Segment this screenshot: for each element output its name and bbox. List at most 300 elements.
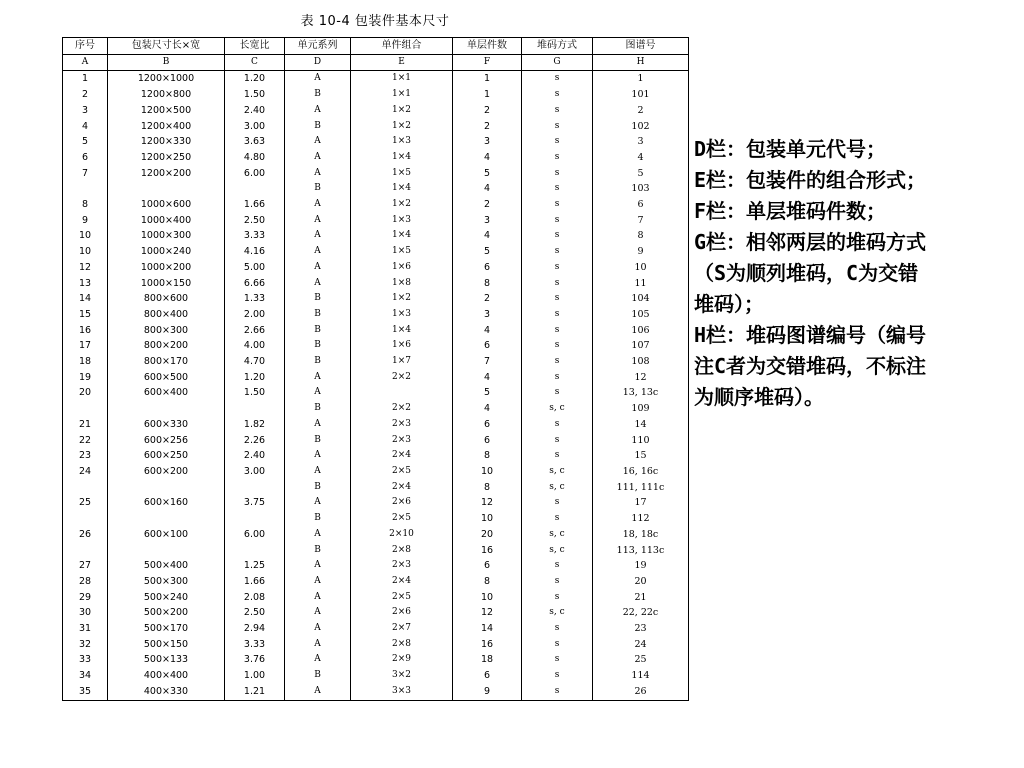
cell-seq <box>63 181 108 197</box>
cell-per-layer: 5 <box>453 244 522 260</box>
cell-seq: 12 <box>63 260 108 276</box>
cell-combination: 2×3 <box>351 433 453 449</box>
cell-per-layer: 8 <box>453 574 522 590</box>
cell-ratio: 1.20 <box>225 71 285 87</box>
cell-pattern-no: 14 <box>593 417 689 433</box>
cell-pattern-no: 18, 18c <box>593 527 689 543</box>
cell-combination: 2×7 <box>351 621 453 637</box>
cell-stacking: s <box>522 150 593 166</box>
cell-stacking: s <box>522 181 593 197</box>
note-line: H栏：堆码图谱编号（编号 <box>694 323 927 347</box>
header-combination: 单件组合 <box>351 38 453 55</box>
cell-size: 1200×250 <box>108 150 225 166</box>
cell-stacking: s <box>522 228 593 244</box>
cell-combination: 1×7 <box>351 354 453 370</box>
cell-size: 1200×500 <box>108 103 225 119</box>
cell-pattern-no: 101 <box>593 87 689 103</box>
table-row <box>63 464 689 480</box>
cell-size: 800×400 <box>108 307 225 323</box>
cell-ratio: 1.66 <box>225 574 285 590</box>
cell-stacking: s <box>522 87 593 103</box>
cell-unit-series: A <box>285 590 351 606</box>
table-row <box>63 543 689 559</box>
cell-size: 600×400 <box>108 385 225 401</box>
cell-stacking: s, c <box>522 480 593 496</box>
cell-combination: 1×4 <box>351 181 453 197</box>
cell-size: 500×133 <box>108 652 225 668</box>
table-row <box>63 338 689 354</box>
cell-unit-series: A <box>285 103 351 119</box>
cell-pattern-no: 113, 113c <box>593 543 689 559</box>
cell-size: 500×200 <box>108 605 225 621</box>
cell-unit-series: A <box>285 417 351 433</box>
cell-unit-series: A <box>285 197 351 213</box>
table-row <box>63 150 689 166</box>
table-row <box>63 417 689 433</box>
cell-size: 500×400 <box>108 558 225 574</box>
cell-size: 800×300 <box>108 323 225 339</box>
cell-unit-series: A <box>285 558 351 574</box>
cell-unit-series: A <box>285 213 351 229</box>
cell-unit-series: A <box>285 385 351 401</box>
cell-pattern-no: 114 <box>593 668 689 684</box>
cell-ratio: 3.63 <box>225 134 285 150</box>
table-row <box>63 276 689 292</box>
table-row <box>63 480 689 496</box>
table-row <box>63 527 689 543</box>
cell-combination: 2×5 <box>351 464 453 480</box>
cell-ratio: 2.40 <box>225 103 285 119</box>
cell-seq: 22 <box>63 433 108 449</box>
cell-per-layer: 3 <box>453 307 522 323</box>
cell-per-layer: 6 <box>453 338 522 354</box>
cell-per-layer: 8 <box>453 448 522 464</box>
cell-ratio: 1.50 <box>225 87 285 103</box>
cell-stacking: s <box>522 354 593 370</box>
cell-unit-series: B <box>285 87 351 103</box>
cell-stacking: s, c <box>522 543 593 559</box>
note-line: F栏：单层堆码件数； <box>694 199 887 223</box>
cell-stacking: s <box>522 307 593 323</box>
code-pattern-no: H <box>593 54 689 71</box>
table-row <box>63 103 689 119</box>
cell-pattern-no: 2 <box>593 103 689 119</box>
cell-per-layer: 2 <box>453 119 522 135</box>
cell-ratio: 3.75 <box>225 495 285 511</box>
cell-combination: 1×2 <box>351 103 453 119</box>
cell-stacking: s <box>522 103 593 119</box>
cell-stacking: s <box>522 495 593 511</box>
table-row <box>63 605 689 621</box>
cell-size: 1000×300 <box>108 228 225 244</box>
cell-per-layer: 6 <box>453 260 522 276</box>
cell-size: 1000×240 <box>108 244 225 260</box>
cell-stacking: s <box>522 684 593 700</box>
cell-unit-series: B <box>285 668 351 684</box>
cell-ratio: 3.00 <box>225 464 285 480</box>
cell-seq: 28 <box>63 574 108 590</box>
cell-combination: 2×4 <box>351 574 453 590</box>
cell-seq: 35 <box>63 684 108 700</box>
code-unit-series: D <box>285 54 351 71</box>
cell-ratio: 2.50 <box>225 213 285 229</box>
cell-pattern-no: 4 <box>593 150 689 166</box>
cell-size <box>108 181 225 197</box>
cell-ratio <box>225 181 285 197</box>
cell-size: 1200×400 <box>108 119 225 135</box>
table-row <box>63 401 689 417</box>
cell-size <box>108 543 225 559</box>
cell-size: 1200×200 <box>108 166 225 182</box>
cell-pattern-no: 102 <box>593 119 689 135</box>
cell-seq: 3 <box>63 103 108 119</box>
cell-combination: 2×8 <box>351 543 453 559</box>
cell-size: 600×160 <box>108 495 225 511</box>
cell-per-layer: 8 <box>453 480 522 496</box>
cell-combination: 1×8 <box>351 276 453 292</box>
cell-combination: 2×5 <box>351 590 453 606</box>
table-row <box>63 307 689 323</box>
cell-ratio: 1.25 <box>225 558 285 574</box>
cell-stacking: s <box>522 134 593 150</box>
cell-stacking: s <box>522 448 593 464</box>
cell-size: 1200×330 <box>108 134 225 150</box>
cell-seq: 18 <box>63 354 108 370</box>
cell-ratio: 2.66 <box>225 323 285 339</box>
cell-stacking: s <box>522 637 593 653</box>
cell-size: 1000×400 <box>108 213 225 229</box>
cell-combination <box>351 385 453 401</box>
cell-per-layer: 6 <box>453 433 522 449</box>
cell-seq: 13 <box>63 276 108 292</box>
cell-seq: 29 <box>63 590 108 606</box>
cell-size: 600×256 <box>108 433 225 449</box>
cell-combination: 2×4 <box>351 480 453 496</box>
code-combination: E <box>351 54 453 71</box>
table-row <box>63 574 689 590</box>
table-row <box>63 134 689 150</box>
cell-pattern-no: 108 <box>593 354 689 370</box>
cell-unit-series: A <box>285 527 351 543</box>
cell-seq: 7 <box>63 166 108 182</box>
table-row <box>63 244 689 260</box>
table-row <box>63 652 689 668</box>
cell-pattern-no: 6 <box>593 197 689 213</box>
cell-stacking: s, c <box>522 527 593 543</box>
code-per-layer: F <box>453 54 522 71</box>
cell-stacking: s, c <box>522 401 593 417</box>
cell-seq: 26 <box>63 527 108 543</box>
header-per-layer: 单层件数 <box>453 38 522 55</box>
cell-combination: 1×2 <box>351 291 453 307</box>
cell-seq: 9 <box>63 213 108 229</box>
cell-unit-series: A <box>285 370 351 386</box>
cell-stacking: s <box>522 652 593 668</box>
cell-ratio: 2.50 <box>225 605 285 621</box>
table-row <box>63 87 689 103</box>
cell-ratio <box>225 401 285 417</box>
cell-per-layer: 7 <box>453 354 522 370</box>
cell-combination: 1×1 <box>351 71 453 87</box>
cell-combination: 1×3 <box>351 213 453 229</box>
cell-ratio: 1.50 <box>225 385 285 401</box>
table-row <box>63 668 689 684</box>
cell-ratio: 1.66 <box>225 197 285 213</box>
cell-seq: 2 <box>63 87 108 103</box>
cell-ratio: 4.00 <box>225 338 285 354</box>
cell-seq <box>63 511 108 527</box>
cell-unit-series: B <box>285 181 351 197</box>
code-seq: A <box>63 54 108 71</box>
cell-ratio: 2.94 <box>225 621 285 637</box>
cell-stacking: s <box>522 166 593 182</box>
cell-seq: 4 <box>63 119 108 135</box>
cell-ratio: 4.16 <box>225 244 285 260</box>
header-seq: 序号 <box>63 38 108 55</box>
note-line: 为顺序堆码）。 <box>694 385 824 409</box>
cell-stacking: s <box>522 574 593 590</box>
cell-per-layer: 3 <box>453 213 522 229</box>
cell-per-layer: 14 <box>453 621 522 637</box>
cell-seq: 19 <box>63 370 108 386</box>
cell-unit-series: A <box>285 276 351 292</box>
cell-size: 500×150 <box>108 637 225 653</box>
cell-seq: 24 <box>63 464 108 480</box>
cell-unit-series: B <box>285 354 351 370</box>
cell-unit-series: A <box>285 605 351 621</box>
cell-combination: 1×3 <box>351 134 453 150</box>
cell-per-layer: 2 <box>453 103 522 119</box>
cell-per-layer: 4 <box>453 370 522 386</box>
cell-seq: 33 <box>63 652 108 668</box>
cell-seq: 17 <box>63 338 108 354</box>
code-ratio: C <box>225 54 285 71</box>
cell-unit-series: A <box>285 684 351 700</box>
cell-seq: 10 <box>63 244 108 260</box>
cell-stacking: s <box>522 417 593 433</box>
cell-size: 500×170 <box>108 621 225 637</box>
cell-per-layer: 4 <box>453 323 522 339</box>
cell-unit-series: B <box>285 433 351 449</box>
cell-size: 600×200 <box>108 464 225 480</box>
cell-pattern-no: 15 <box>593 448 689 464</box>
cell-ratio: 3.33 <box>225 637 285 653</box>
cell-ratio <box>225 511 285 527</box>
table-row <box>63 71 689 87</box>
cell-per-layer: 6 <box>453 558 522 574</box>
cell-ratio: 2.00 <box>225 307 285 323</box>
cell-per-layer: 5 <box>453 166 522 182</box>
table-row <box>63 213 689 229</box>
cell-stacking: s <box>522 433 593 449</box>
cell-size: 800×600 <box>108 291 225 307</box>
cell-combination: 2×3 <box>351 417 453 433</box>
cell-ratio: 1.00 <box>225 668 285 684</box>
cell-pattern-no: 21 <box>593 590 689 606</box>
header-size: 包装尺寸长×宽 <box>108 38 225 55</box>
cell-per-layer: 10 <box>453 511 522 527</box>
cell-pattern-no: 12 <box>593 370 689 386</box>
cell-unit-series: B <box>285 291 351 307</box>
cell-pattern-no: 105 <box>593 307 689 323</box>
table-row <box>63 558 689 574</box>
cell-ratio: 6.00 <box>225 527 285 543</box>
cell-combination: 2×2 <box>351 401 453 417</box>
cell-ratio: 5.00 <box>225 260 285 276</box>
cell-ratio: 3.00 <box>225 119 285 135</box>
cell-size: 1200×800 <box>108 87 225 103</box>
cell-ratio: 4.80 <box>225 150 285 166</box>
table-row <box>63 495 689 511</box>
cell-pattern-no: 111, 111c <box>593 480 689 496</box>
cell-size: 800×170 <box>108 354 225 370</box>
table-caption: 表 10-4 包装件基本尺寸 <box>300 14 450 29</box>
cell-unit-series: B <box>285 480 351 496</box>
cell-per-layer: 4 <box>453 401 522 417</box>
header-row <box>63 38 689 55</box>
cell-combination: 2×8 <box>351 637 453 653</box>
cell-size: 600×250 <box>108 448 225 464</box>
note-line: D栏：包装单元代号； <box>694 137 887 161</box>
cell-ratio <box>225 543 285 559</box>
cell-pattern-no: 19 <box>593 558 689 574</box>
cell-pattern-no: 7 <box>593 213 689 229</box>
table-row <box>63 370 689 386</box>
header-stacking: 堆码方式 <box>522 38 593 55</box>
cell-pattern-no: 8 <box>593 228 689 244</box>
cell-combination: 1×2 <box>351 197 453 213</box>
table-row <box>63 181 689 197</box>
cell-size: 400×330 <box>108 684 225 700</box>
cell-stacking: s, c <box>522 605 593 621</box>
cell-combination: 1×4 <box>351 228 453 244</box>
cell-unit-series: B <box>285 307 351 323</box>
note-line: E栏：包装件的组合形式； <box>694 168 927 192</box>
cell-per-layer: 1 <box>453 87 522 103</box>
cell-stacking: s <box>522 668 593 684</box>
cell-size: 1200×1000 <box>108 71 225 87</box>
cell-combination: 2×6 <box>351 605 453 621</box>
cell-pattern-no: 16, 16c <box>593 464 689 480</box>
cell-ratio: 4.70 <box>225 354 285 370</box>
cell-ratio: 3.76 <box>225 652 285 668</box>
cell-pattern-no: 103 <box>593 181 689 197</box>
cell-seq: 21 <box>63 417 108 433</box>
cell-unit-series: A <box>285 150 351 166</box>
cell-combination: 2×3 <box>351 558 453 574</box>
cell-seq: 1 <box>63 71 108 87</box>
cell-size: 1000×150 <box>108 276 225 292</box>
cell-pattern-no: 25 <box>593 652 689 668</box>
cell-combination: 3×2 <box>351 668 453 684</box>
cell-combination: 2×4 <box>351 448 453 464</box>
cell-seq: 5 <box>63 134 108 150</box>
column-notes <box>694 134 1024 413</box>
cell-pattern-no: 24 <box>593 637 689 653</box>
table-row <box>63 119 689 135</box>
table-row <box>63 228 689 244</box>
cell-size: 800×200 <box>108 338 225 354</box>
cell-seq: 14 <box>63 291 108 307</box>
cell-per-layer: 8 <box>453 276 522 292</box>
cell-pattern-no: 104 <box>593 291 689 307</box>
cell-seq: 8 <box>63 197 108 213</box>
cell-seq: 30 <box>63 605 108 621</box>
cell-combination: 2×6 <box>351 495 453 511</box>
cell-stacking: s <box>522 276 593 292</box>
cell-per-layer: 16 <box>453 637 522 653</box>
cell-ratio: 1.21 <box>225 684 285 700</box>
note-line: 堆码）； <box>694 292 764 316</box>
cell-seq: 6 <box>63 150 108 166</box>
cell-per-layer: 16 <box>453 543 522 559</box>
table-row <box>63 590 689 606</box>
cell-ratio <box>225 480 285 496</box>
cell-unit-series: A <box>285 464 351 480</box>
table-row <box>63 291 689 307</box>
cell-combination: 1×3 <box>351 307 453 323</box>
cell-ratio: 1.82 <box>225 417 285 433</box>
cell-combination: 2×2 <box>351 370 453 386</box>
cell-pattern-no: 5 <box>593 166 689 182</box>
cell-ratio: 3.33 <box>225 228 285 244</box>
cell-unit-series: A <box>285 166 351 182</box>
cell-pattern-no: 3 <box>593 134 689 150</box>
cell-combination: 1×6 <box>351 260 453 276</box>
cell-unit-series: A <box>285 244 351 260</box>
cell-size: 400×400 <box>108 668 225 684</box>
cell-unit-series: A <box>285 448 351 464</box>
cell-unit-series: B <box>285 338 351 354</box>
column-code-row <box>63 54 689 71</box>
table-body <box>63 71 689 700</box>
cell-stacking: s <box>522 197 593 213</box>
cell-size <box>108 511 225 527</box>
cell-pattern-no: 110 <box>593 433 689 449</box>
cell-per-layer: 18 <box>453 652 522 668</box>
cell-size: 1000×600 <box>108 197 225 213</box>
cell-stacking: s <box>522 71 593 87</box>
packaging-size-table <box>62 37 689 701</box>
table-row <box>63 260 689 276</box>
cell-combination: 2×9 <box>351 652 453 668</box>
cell-pattern-no: 107 <box>593 338 689 354</box>
cell-stacking: s <box>522 260 593 276</box>
cell-unit-series: B <box>285 401 351 417</box>
table-row <box>63 684 689 700</box>
cell-per-layer: 10 <box>453 590 522 606</box>
cell-combination: 1×5 <box>351 166 453 182</box>
cell-size: 600×500 <box>108 370 225 386</box>
cell-combination: 1×2 <box>351 119 453 135</box>
cell-pattern-no: 23 <box>593 621 689 637</box>
header-pattern-no: 图谱号 <box>593 38 689 55</box>
cell-unit-series: A <box>285 652 351 668</box>
cell-ratio: 2.08 <box>225 590 285 606</box>
cell-seq: 15 <box>63 307 108 323</box>
cell-combination: 1×5 <box>351 244 453 260</box>
note-line: （S为顺列堆码，C为交错 <box>694 261 919 285</box>
cell-unit-series: A <box>285 495 351 511</box>
cell-combination: 3×3 <box>351 684 453 700</box>
cell-stacking: s <box>522 511 593 527</box>
cell-per-layer: 6 <box>453 668 522 684</box>
cell-stacking: s <box>522 590 593 606</box>
cell-stacking: s <box>522 621 593 637</box>
cell-size: 600×100 <box>108 527 225 543</box>
cell-stacking: s <box>522 558 593 574</box>
cell-per-layer: 1 <box>453 71 522 87</box>
